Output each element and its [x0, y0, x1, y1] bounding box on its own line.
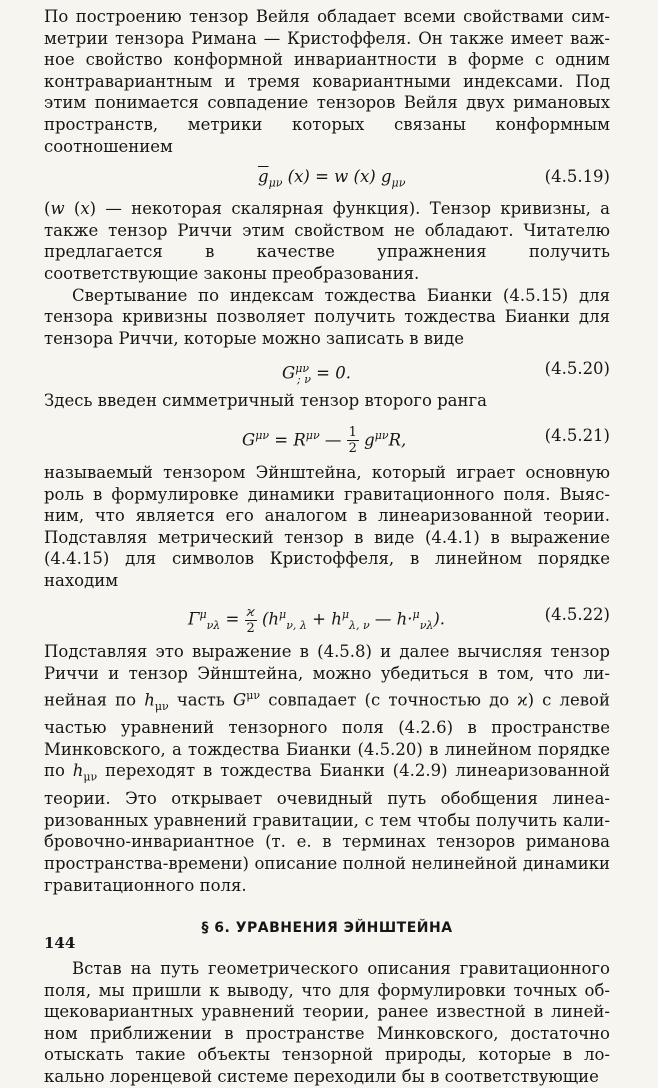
equation-4-5-22 — [44, 595, 610, 635]
paragraph-geometric: Встав на путь геометрического описания гравитационного поля, мы пришли к выводу, что для формулировки точных общековариантных уравнений теории, ранее известной в линейном приближении в пространстве Минковского, достаточно отыскать такие объекты тензорной природы, которые в локально лоренцевой системе переходили бы в соответствующие — [44, 959, 610, 1087]
paragraph-einstein-tensor: называемый тензором Эйнштейна, который играет основную роль в формулировке динамики гравитационного поля. Выясним, что является его аналогом в линеаризованной теории. Подставляя метрический тензор в виде (4.4.1) в выражение (4.4.15) для символов Кристоффеля, в линейном порядке находим — [44, 462, 610, 590]
section-heading: § 6. УРАВНЕНИЯ ЭЙНШТЕЙНА — [201, 920, 453, 937]
equation-4-5-21 — [44, 416, 610, 456]
equation-formula: $G^{\mu\nu} = R^{\mu\nu}$ — $\frac{1}{2}$ $g^{\mu\nu}R$, — [242, 425, 407, 457]
paragraph-bianchi: Свертывание по индексам тождества Бианки (4.5.15) для тензора кривизны позволяет получить тождества Бианки для тензора Риччи, которые можно записать в виде — [44, 285, 610, 348]
equation-4-5-19 — [44, 165, 610, 189]
paragraph-symmetric-tensor: Здесь введен симметричный тензор второго ранга — [44, 391, 488, 411]
equation-number: (4.5.19) — [544, 167, 610, 187]
paragraph-curvature-note: (w (x) — некоторая скалярная функция). Тензор кривизны, а также тензор Риччи этим свойством не обладают. Читателю предлагается в качестве упражнения получить соответствующие законы преобразования. — [44, 199, 611, 283]
equation-formula: $G^{\mu\nu}_{; \nu} = 0$. — [282, 362, 351, 387]
equation-4-5-20 — [44, 357, 610, 387]
equation-formula: $\Gamma^\mu_{\nu\lambda}$ = $\frac{ϰ}{2}$ ($h^\mu_{\nu, \lambda} + h^\mu_{\lambda, \nu}$ — h·$^\mu_{\nu\lambda}$). — [188, 604, 446, 636]
equation-number: (4.5.21) — [544, 425, 610, 445]
paragraph-weyl-tensor: По построению тензор Вейля обладает всеми свойствами симметрии тензора Римана — Кристоффеля. Он также имеет важное свойство конформной инвариантности в форме с одним контравариантным и тремя ковариантными индексами. Под этим понимается совпадение тензоров Вейля двух римановых пространств, метрики которых связаны конформным соотношением — [44, 7, 610, 156]
page-content — [44, 6, 610, 1088]
paragraph-linearized: Подставляя это выражение в (4.5.8) и далее вычисляя тензор Риччи и тензор Эйнштейна, можно убедиться в том, что линейная по $h_{\mu\nu}$ часть $G^{\mu\nu}$ совпадает (с точностью до ϰ) с левой частью уравнений тензорного поля (4.2.6) в пространстве Минковского, а тождества Бианки (4.5.20) в линейном порядке по $h_{\mu\nu}$ переходят в тождества Бианки (4.2.9) линеаризованной теории. Это открывает очевидный путь обобщения линеаризованных уравнений гравитации, с тем чтобы получить калибровочно-инвариантное (т. е. в терминах тензоров риманова пространства-времени) описание полной нелинейной динамики гравитационного поля. — [44, 642, 610, 895]
equation-formula: $\overline{g}_{\mu\nu}$ (x) = w (x) $g_{\mu\nu}$ — [258, 167, 406, 190]
equation-number: (4.5.22) — [544, 605, 610, 625]
page-number: 144 — [44, 934, 76, 952]
equation-number: (4.5.20) — [544, 359, 610, 379]
